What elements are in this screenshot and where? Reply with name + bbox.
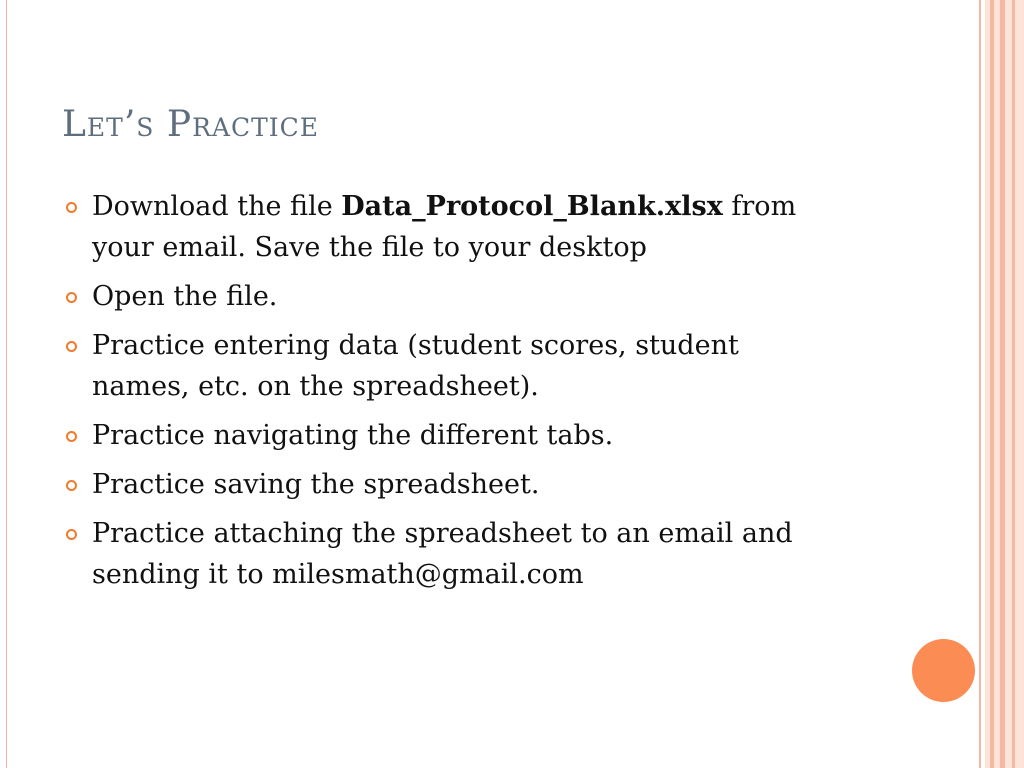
bullet-list — [62, 186, 842, 603]
bullet-item — [62, 325, 842, 407]
bullet-circle-icon — [66, 480, 77, 491]
right-border-stripe — [1000, 0, 1005, 768]
bullet-text: Practice attaching the spreadsheet to an email and sending it to milesmath@gmail.com — [92, 518, 793, 590]
bullet-item — [62, 513, 842, 595]
slide-title: Let’s Practice — [62, 104, 320, 145]
orange-circle-decoration — [912, 639, 975, 702]
right-border-stripe — [990, 0, 994, 768]
file-name: Data_Protocol_Blank.xlsx — [341, 191, 723, 222]
bullet-item — [62, 464, 842, 505]
bullet-item — [62, 415, 842, 456]
bullet-item — [62, 276, 842, 317]
left-border-line — [6, 0, 7, 768]
bullet-item — [62, 186, 842, 268]
bullet-text: Practice navigating the different tabs. — [92, 420, 614, 451]
bullet-text: Practice entering data (student scores, student names, etc. on the spreadsheet). — [92, 330, 739, 402]
bullet-text: Open the file. — [92, 281, 278, 312]
bullet-circle-icon — [66, 292, 77, 303]
bullet-circle-icon — [66, 431, 77, 442]
bullet-circle-icon — [66, 529, 77, 540]
right-border-line — [979, 0, 981, 768]
bullet-circle-icon — [66, 202, 77, 213]
bullet-text: Practice saving the spreadsheet. — [92, 469, 540, 500]
bullet-text: from your email. Save the file to your desktop — [92, 191, 797, 263]
right-border-stripe — [1012, 0, 1015, 768]
bullet-text: Download the file — [92, 191, 342, 222]
bullet-circle-icon — [66, 341, 77, 352]
